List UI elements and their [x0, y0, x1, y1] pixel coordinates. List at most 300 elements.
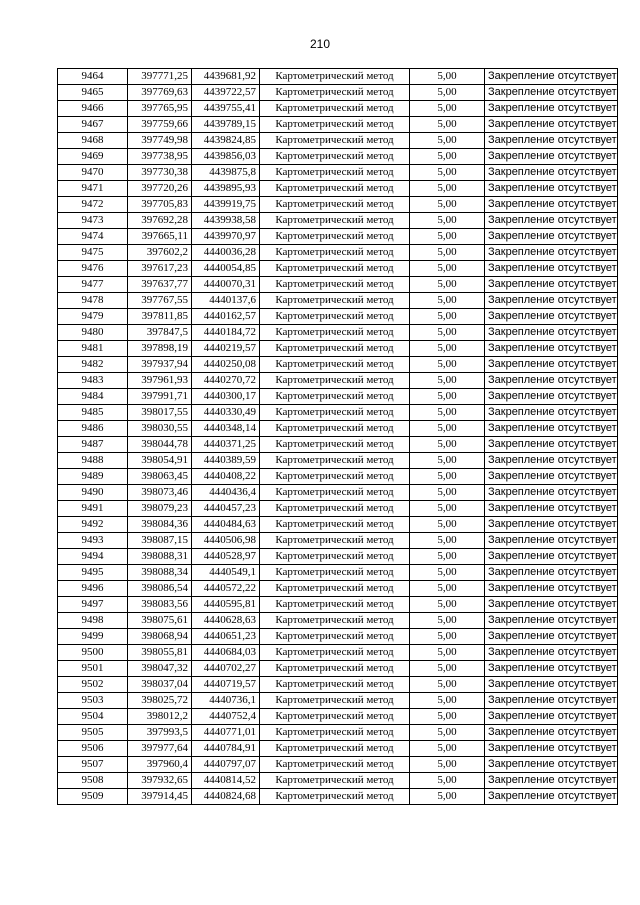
accuracy-cell: 5,00: [410, 421, 485, 437]
accuracy-cell: 5,00: [410, 549, 485, 565]
fixing-cell: Закрепление отсутствует: [485, 613, 618, 629]
point-number-cell: 9468: [58, 133, 128, 149]
x-coordinate-cell: 398063,45: [128, 469, 192, 485]
point-number-cell: 9483: [58, 373, 128, 389]
fixing-cell: Закрепление отсутствует: [485, 645, 618, 661]
table-row: [58, 741, 618, 757]
method-cell: Картометрический метод: [260, 453, 410, 469]
x-coordinate-cell: 397993,5: [128, 725, 192, 741]
accuracy-cell: 5,00: [410, 229, 485, 245]
point-number-cell: 9474: [58, 229, 128, 245]
y-coordinate-cell: 4440300,17: [192, 389, 260, 405]
y-coordinate-cell: 4439722,57: [192, 85, 260, 101]
point-number-cell: 9485: [58, 405, 128, 421]
point-number-cell: 9482: [58, 357, 128, 373]
point-number-cell: 9491: [58, 501, 128, 517]
y-coordinate-cell: 4440736,1: [192, 693, 260, 709]
fixing-cell: Закрепление отсутствует: [485, 405, 618, 421]
accuracy-cell: 5,00: [410, 709, 485, 725]
fixing-cell: Закрепление отсутствует: [485, 725, 618, 741]
fixing-cell: Закрепление отсутствует: [485, 341, 618, 357]
fixing-cell: Закрепление отсутствует: [485, 117, 618, 133]
table-row: [58, 597, 618, 613]
point-number-cell: 9489: [58, 469, 128, 485]
accuracy-cell: 5,00: [410, 357, 485, 373]
y-coordinate-cell: 4439895,93: [192, 181, 260, 197]
fixing-cell: Закрепление отсутствует: [485, 661, 618, 677]
point-number-cell: 9484: [58, 389, 128, 405]
method-cell: Картометрический метод: [260, 597, 410, 613]
y-coordinate-cell: 4439856,03: [192, 149, 260, 165]
y-coordinate-cell: 4440752,4: [192, 709, 260, 725]
accuracy-cell: 5,00: [410, 565, 485, 581]
table-row: [58, 389, 618, 405]
table-row: [58, 133, 618, 149]
point-number-cell: 9480: [58, 325, 128, 341]
table-row: [58, 485, 618, 501]
table-row: [58, 549, 618, 565]
point-number-cell: 9502: [58, 677, 128, 693]
point-number-cell: 9481: [58, 341, 128, 357]
y-coordinate-cell: 4440824,68: [192, 789, 260, 805]
table-row: [58, 165, 618, 181]
y-coordinate-cell: 4440070,31: [192, 277, 260, 293]
point-number-cell: 9487: [58, 437, 128, 453]
x-coordinate-cell: 398054,91: [128, 453, 192, 469]
y-coordinate-cell: 4440137,6: [192, 293, 260, 309]
fixing-cell: Закрепление отсутствует: [485, 261, 618, 277]
table-row: [58, 677, 618, 693]
table-row: [58, 229, 618, 245]
x-coordinate-cell: 398075,61: [128, 613, 192, 629]
fixing-cell: Закрепление отсутствует: [485, 549, 618, 565]
method-cell: Картометрический метод: [260, 725, 410, 741]
method-cell: Картометрический метод: [260, 645, 410, 661]
fixing-cell: Закрепление отсутствует: [485, 629, 618, 645]
accuracy-cell: 5,00: [410, 437, 485, 453]
point-number-cell: 9492: [58, 517, 128, 533]
table-row: [58, 757, 618, 773]
method-cell: Картометрический метод: [260, 293, 410, 309]
x-coordinate-cell: 397898,19: [128, 341, 192, 357]
method-cell: Картометрический метод: [260, 373, 410, 389]
y-coordinate-cell: 4439789,15: [192, 117, 260, 133]
point-number-cell: 9477: [58, 277, 128, 293]
table-row: [58, 293, 618, 309]
x-coordinate-cell: 398017,55: [128, 405, 192, 421]
fixing-cell: Закрепление отсутствует: [485, 69, 618, 85]
y-coordinate-cell: 4440719,57: [192, 677, 260, 693]
table-row: [58, 661, 618, 677]
accuracy-cell: 5,00: [410, 181, 485, 197]
y-coordinate-cell: 4440250,08: [192, 357, 260, 373]
method-cell: Картометрический метод: [260, 341, 410, 357]
fixing-cell: Закрепление отсутствует: [485, 693, 618, 709]
method-cell: Картометрический метод: [260, 181, 410, 197]
table-row: [58, 421, 618, 437]
y-coordinate-cell: 4440484,63: [192, 517, 260, 533]
point-number-cell: 9501: [58, 661, 128, 677]
point-number-cell: 9505: [58, 725, 128, 741]
fixing-cell: Закрепление отсутствует: [485, 133, 618, 149]
point-number-cell: 9506: [58, 741, 128, 757]
accuracy-cell: 5,00: [410, 341, 485, 357]
method-cell: Картометрический метод: [260, 405, 410, 421]
accuracy-cell: 5,00: [410, 613, 485, 629]
y-coordinate-cell: 4440549,1: [192, 565, 260, 581]
table-row: [58, 117, 618, 133]
method-cell: Картометрический метод: [260, 197, 410, 213]
fixing-cell: Закрепление отсутствует: [485, 469, 618, 485]
method-cell: Картометрический метод: [260, 709, 410, 725]
accuracy-cell: 5,00: [410, 693, 485, 709]
y-coordinate-cell: 4439755,41: [192, 101, 260, 117]
x-coordinate-cell: 397960,4: [128, 757, 192, 773]
fixing-cell: Закрепление отсутствует: [485, 773, 618, 789]
fixing-cell: Закрепление отсутствует: [485, 325, 618, 341]
fixing-cell: Закрепление отсутствует: [485, 741, 618, 757]
y-coordinate-cell: 4440814,52: [192, 773, 260, 789]
method-cell: Картометрический метод: [260, 421, 410, 437]
method-cell: Картометрический метод: [260, 149, 410, 165]
y-coordinate-cell: 4440784,91: [192, 741, 260, 757]
table-row: [58, 245, 618, 261]
x-coordinate-cell: 397961,93: [128, 373, 192, 389]
table-row: [58, 613, 618, 629]
x-coordinate-cell: 397811,85: [128, 309, 192, 325]
point-number-cell: 9471: [58, 181, 128, 197]
fixing-cell: Закрепление отсутствует: [485, 373, 618, 389]
x-coordinate-cell: 397637,77: [128, 277, 192, 293]
method-cell: Картометрический метод: [260, 325, 410, 341]
method-cell: Картометрический метод: [260, 309, 410, 325]
x-coordinate-cell: 397759,66: [128, 117, 192, 133]
y-coordinate-cell: 4440771,01: [192, 725, 260, 741]
point-number-cell: 9466: [58, 101, 128, 117]
accuracy-cell: 5,00: [410, 533, 485, 549]
accuracy-cell: 5,00: [410, 725, 485, 741]
table-row: [58, 181, 618, 197]
fixing-cell: Закрепление отсутствует: [485, 597, 618, 613]
y-coordinate-cell: 4440506,98: [192, 533, 260, 549]
y-coordinate-cell: 4440628,63: [192, 613, 260, 629]
method-cell: Картометрический метод: [260, 517, 410, 533]
x-coordinate-cell: 398055,81: [128, 645, 192, 661]
accuracy-cell: 5,00: [410, 133, 485, 149]
accuracy-cell: 5,00: [410, 277, 485, 293]
accuracy-cell: 5,00: [410, 645, 485, 661]
fixing-cell: Закрепление отсутствует: [485, 677, 618, 693]
accuracy-cell: 5,00: [410, 69, 485, 85]
fixing-cell: Закрепление отсутствует: [485, 485, 618, 501]
accuracy-cell: 5,00: [410, 373, 485, 389]
accuracy-cell: 5,00: [410, 197, 485, 213]
method-cell: Картометрический метод: [260, 229, 410, 245]
method-cell: Картометрический метод: [260, 741, 410, 757]
accuracy-cell: 5,00: [410, 661, 485, 677]
x-coordinate-cell: 397932,65: [128, 773, 192, 789]
y-coordinate-cell: 4440184,72: [192, 325, 260, 341]
accuracy-cell: 5,00: [410, 309, 485, 325]
table-row: [58, 277, 618, 293]
method-cell: Картометрический метод: [260, 165, 410, 181]
point-number-cell: 9493: [58, 533, 128, 549]
fixing-cell: Закрепление отсутствует: [485, 421, 618, 437]
x-coordinate-cell: 397617,23: [128, 261, 192, 277]
fixing-cell: Закрепление отсутствует: [485, 501, 618, 517]
x-coordinate-cell: 398025,72: [128, 693, 192, 709]
point-number-cell: 9508: [58, 773, 128, 789]
y-coordinate-cell: 4439824,85: [192, 133, 260, 149]
table-row: [58, 469, 618, 485]
point-number-cell: 9479: [58, 309, 128, 325]
x-coordinate-cell: 398012,2: [128, 709, 192, 725]
point-number-cell: 9507: [58, 757, 128, 773]
method-cell: Картометрический метод: [260, 261, 410, 277]
fixing-cell: Закрепление отсутствует: [485, 533, 618, 549]
accuracy-cell: 5,00: [410, 293, 485, 309]
table-row: [58, 533, 618, 549]
x-coordinate-cell: 397692,28: [128, 213, 192, 229]
x-coordinate-cell: 398044,78: [128, 437, 192, 453]
fixing-cell: Закрепление отсутствует: [485, 245, 618, 261]
y-coordinate-cell: 4440270,72: [192, 373, 260, 389]
y-coordinate-cell: 4440457,23: [192, 501, 260, 517]
fixing-cell: Закрепление отсутствует: [485, 213, 618, 229]
method-cell: Картометрический метод: [260, 357, 410, 373]
method-cell: Картометрический метод: [260, 757, 410, 773]
accuracy-cell: 5,00: [410, 757, 485, 773]
method-cell: Картометрический метод: [260, 501, 410, 517]
x-coordinate-cell: 397767,55: [128, 293, 192, 309]
x-coordinate-cell: 397914,45: [128, 789, 192, 805]
fixing-cell: Закрепление отсутствует: [485, 517, 618, 533]
table-body: [58, 69, 618, 805]
x-coordinate-cell: 398047,32: [128, 661, 192, 677]
table-row: [58, 325, 618, 341]
table-row: [58, 197, 618, 213]
x-coordinate-cell: 398030,55: [128, 421, 192, 437]
x-coordinate-cell: 397665,11: [128, 229, 192, 245]
method-cell: Картометрический метод: [260, 773, 410, 789]
fixing-cell: Закрепление отсутствует: [485, 437, 618, 453]
point-number-cell: 9465: [58, 85, 128, 101]
point-number-cell: 9469: [58, 149, 128, 165]
y-coordinate-cell: 4439970,97: [192, 229, 260, 245]
method-cell: Картометрический метод: [260, 485, 410, 501]
table-row: [58, 437, 618, 453]
fixing-cell: Закрепление отсутствует: [485, 581, 618, 597]
point-number-cell: 9464: [58, 69, 128, 85]
accuracy-cell: 5,00: [410, 85, 485, 101]
point-number-cell: 9500: [58, 645, 128, 661]
method-cell: Картометрический метод: [260, 661, 410, 677]
table-row: [58, 709, 618, 725]
method-cell: Картометрический метод: [260, 565, 410, 581]
point-number-cell: 9495: [58, 565, 128, 581]
x-coordinate-cell: 397937,94: [128, 357, 192, 373]
table-row: [58, 213, 618, 229]
fixing-cell: Закрепление отсутствует: [485, 165, 618, 181]
table-row: [58, 629, 618, 645]
fixing-cell: Закрепление отсутствует: [485, 565, 618, 581]
accuracy-cell: 5,00: [410, 213, 485, 229]
method-cell: Картометрический метод: [260, 469, 410, 485]
method-cell: Картометрический метод: [260, 277, 410, 293]
table-row: [58, 693, 618, 709]
fixing-cell: Закрепление отсутствует: [485, 309, 618, 325]
accuracy-cell: 5,00: [410, 597, 485, 613]
fixing-cell: Закрепление отсутствует: [485, 389, 618, 405]
table-row: [58, 357, 618, 373]
x-coordinate-cell: 397847,5: [128, 325, 192, 341]
accuracy-cell: 5,00: [410, 773, 485, 789]
x-coordinate-cell: 397769,63: [128, 85, 192, 101]
accuracy-cell: 5,00: [410, 677, 485, 693]
point-number-cell: 9472: [58, 197, 128, 213]
y-coordinate-cell: 4440684,03: [192, 645, 260, 661]
x-coordinate-cell: 398086,54: [128, 581, 192, 597]
table-row: [58, 69, 618, 85]
method-cell: Картометрический метод: [260, 117, 410, 133]
point-number-cell: 9497: [58, 597, 128, 613]
method-cell: Картометрический метод: [260, 581, 410, 597]
point-number-cell: 9494: [58, 549, 128, 565]
table-row: [58, 725, 618, 741]
fixing-cell: Закрепление отсутствует: [485, 85, 618, 101]
point-number-cell: 9473: [58, 213, 128, 229]
accuracy-cell: 5,00: [410, 581, 485, 597]
x-coordinate-cell: 397730,38: [128, 165, 192, 181]
x-coordinate-cell: 398068,94: [128, 629, 192, 645]
accuracy-cell: 5,00: [410, 469, 485, 485]
x-coordinate-cell: 398083,56: [128, 597, 192, 613]
fixing-cell: Закрепление отсутствует: [485, 789, 618, 805]
table-row: [58, 101, 618, 117]
point-number-cell: 9467: [58, 117, 128, 133]
y-coordinate-cell: 4440219,57: [192, 341, 260, 357]
page-number: 210: [309, 37, 331, 51]
point-number-cell: 9488: [58, 453, 128, 469]
x-coordinate-cell: 397720,26: [128, 181, 192, 197]
y-coordinate-cell: 4439938,58: [192, 213, 260, 229]
point-number-cell: 9486: [58, 421, 128, 437]
y-coordinate-cell: 4440408,22: [192, 469, 260, 485]
x-coordinate-cell: 398088,31: [128, 549, 192, 565]
accuracy-cell: 5,00: [410, 101, 485, 117]
fixing-cell: Закрепление отсутствует: [485, 757, 618, 773]
table-row: [58, 565, 618, 581]
accuracy-cell: 5,00: [410, 261, 485, 277]
method-cell: Картометрический метод: [260, 85, 410, 101]
accuracy-cell: 5,00: [410, 325, 485, 341]
y-coordinate-cell: 4439919,75: [192, 197, 260, 213]
accuracy-cell: 5,00: [410, 501, 485, 517]
x-coordinate-cell: 397991,71: [128, 389, 192, 405]
fixing-cell: Закрепление отсутствует: [485, 197, 618, 213]
fixing-cell: Закрепление отсутствует: [485, 149, 618, 165]
y-coordinate-cell: 4440436,4: [192, 485, 260, 501]
point-number-cell: 9509: [58, 789, 128, 805]
fixing-cell: Закрепление отсутствует: [485, 709, 618, 725]
y-coordinate-cell: 4440162,57: [192, 309, 260, 325]
x-coordinate-cell: 397738,95: [128, 149, 192, 165]
x-coordinate-cell: 398037,04: [128, 677, 192, 693]
y-coordinate-cell: 4440572,22: [192, 581, 260, 597]
accuracy-cell: 5,00: [410, 485, 485, 501]
y-coordinate-cell: 4440389,59: [192, 453, 260, 469]
table-row: [58, 85, 618, 101]
x-coordinate-cell: 397602,2: [128, 245, 192, 261]
method-cell: Картометрический метод: [260, 677, 410, 693]
accuracy-cell: 5,00: [410, 165, 485, 181]
x-coordinate-cell: 397977,64: [128, 741, 192, 757]
table-row: [58, 405, 618, 421]
table-row: [58, 517, 618, 533]
y-coordinate-cell: 4440797,07: [192, 757, 260, 773]
y-coordinate-cell: 4440036,28: [192, 245, 260, 261]
y-coordinate-cell: 4440595,81: [192, 597, 260, 613]
point-number-cell: 9490: [58, 485, 128, 501]
point-number-cell: 9476: [58, 261, 128, 277]
point-number-cell: 9496: [58, 581, 128, 597]
point-number-cell: 9478: [58, 293, 128, 309]
y-coordinate-cell: 4440054,85: [192, 261, 260, 277]
accuracy-cell: 5,00: [410, 149, 485, 165]
table-row: [58, 341, 618, 357]
method-cell: Картометрический метод: [260, 101, 410, 117]
x-coordinate-cell: 398079,23: [128, 501, 192, 517]
point-number-cell: 9475: [58, 245, 128, 261]
table-row: [58, 309, 618, 325]
fixing-cell: Закрепление отсутствует: [485, 293, 618, 309]
fixing-cell: Закрепление отсутствует: [485, 229, 618, 245]
point-number-cell: 9470: [58, 165, 128, 181]
method-cell: Картометрический метод: [260, 693, 410, 709]
fixing-cell: Закрепление отсутствует: [485, 181, 618, 197]
table-row: [58, 149, 618, 165]
point-number-cell: 9499: [58, 629, 128, 645]
accuracy-cell: 5,00: [410, 517, 485, 533]
y-coordinate-cell: 4439875,8: [192, 165, 260, 181]
y-coordinate-cell: 4440348,14: [192, 421, 260, 437]
table-row: [58, 373, 618, 389]
y-coordinate-cell: 4440371,25: [192, 437, 260, 453]
method-cell: Картометрический метод: [260, 629, 410, 645]
table-row: [58, 581, 618, 597]
accuracy-cell: 5,00: [410, 789, 485, 805]
accuracy-cell: 5,00: [410, 405, 485, 421]
method-cell: Картометрический метод: [260, 213, 410, 229]
method-cell: Картометрический метод: [260, 549, 410, 565]
x-coordinate-cell: 398087,15: [128, 533, 192, 549]
fixing-cell: Закрепление отсутствует: [485, 101, 618, 117]
y-coordinate-cell: 4440702,27: [192, 661, 260, 677]
point-number-cell: 9504: [58, 709, 128, 725]
accuracy-cell: 5,00: [410, 117, 485, 133]
fixing-cell: Закрепление отсутствует: [485, 357, 618, 373]
table-row: [58, 501, 618, 517]
table-row: [58, 789, 618, 805]
method-cell: Картометрический метод: [260, 789, 410, 805]
method-cell: Картометрический метод: [260, 69, 410, 85]
method-cell: Картометрический метод: [260, 533, 410, 549]
y-coordinate-cell: 4440330,49: [192, 405, 260, 421]
table-row: [58, 453, 618, 469]
method-cell: Картометрический метод: [260, 437, 410, 453]
method-cell: Картометрический метод: [260, 613, 410, 629]
x-coordinate-cell: 397705,83: [128, 197, 192, 213]
